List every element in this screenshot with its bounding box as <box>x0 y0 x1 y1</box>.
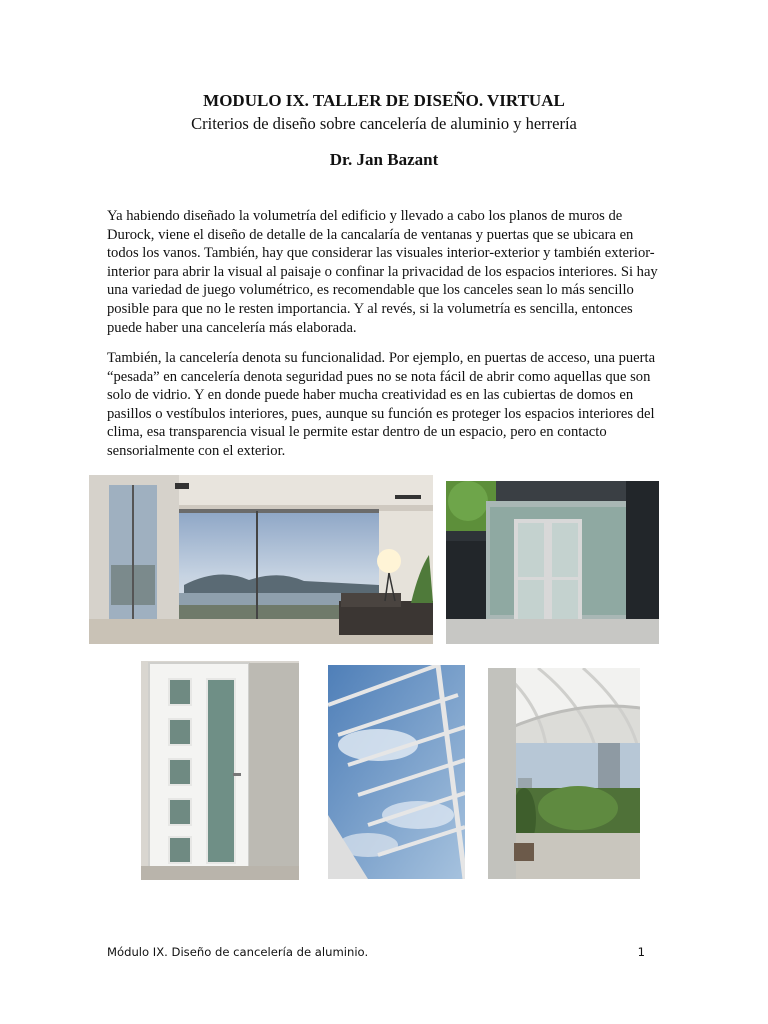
footer-text: Módulo IX. Diseño de cancelería de aluminio. <box>107 945 369 959</box>
white-door-photo <box>141 661 299 880</box>
entrance-doors-photo <box>446 481 659 644</box>
skylight-photo <box>328 665 465 879</box>
document-title: MODULO IX. TALLER DE DISEÑO. VIRTUAL <box>203 91 565 110</box>
page-number: 1 <box>637 945 645 959</box>
paragraph-1: Ya habiendo diseñado la volumetría del edificio y llevado a cabo los planos de muros de Durock, viene el diseño de detalle de la cancalaría de ventanas y puertas que se ubicara en todos los vanos. También, hay que considerar las visuales interior-exterior y también exterior-interior para abrir la visual al paisaje o confinar la privacidad de los espacios interiores. Si hay una variedad de juego volumétrico, es recomendable que los canceles sean lo más sencillo posible para que no le resten importancia. Y al revés, si la volumetría es sencilla, entonces puede haber una cancelería más elaborada. <box>107 208 658 336</box>
paragraph-2: También, la cancelería denota su funcionalidad. Por ejemplo, en puertas de acceso, una puerta “pesada” en cancelería denota seguridad pues no se nota fácil de abrir como aquellas que son solo de vidrio. Y en donde puede haber mucha creatividad es en las cubiertas de domos en pasillos o vestíbulos interiores, pues, aunque su función es proteger los espacios interiores del clima, esa transparencia visual le permite estar dentro de un espacio, pero en contacto sensorialmente con el exterior. <box>107 350 656 459</box>
page-footer <box>107 945 645 959</box>
living-room-window-photo <box>89 475 433 644</box>
document-subtitle: Criterios de diseño sobre cancelería de aluminio y herrería <box>191 114 577 133</box>
author-name: Dr. Jan Bazant <box>329 150 439 169</box>
terrace-canopy-photo <box>488 668 640 879</box>
